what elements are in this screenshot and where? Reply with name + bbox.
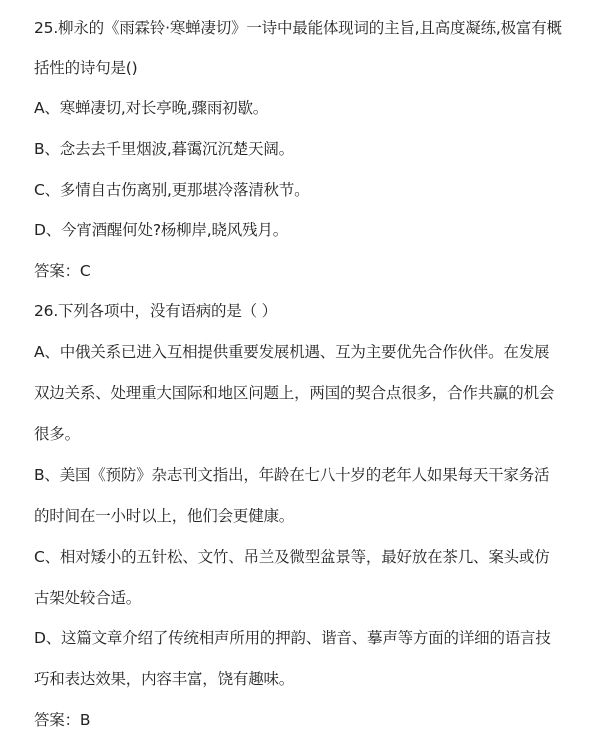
question-25-option-d: D、今宵酒醒何处?杨柳岸,晓风残月。 xyxy=(34,221,288,239)
question-26-option-c-line-2: 古架处较合适。 xyxy=(34,589,142,607)
question-25-option-a: A、寒蝉凄切,对长亭晚,骤雨初歇。 xyxy=(34,99,269,117)
question-25-option-c: C、多情自古伤离别,更那堪冷落清秋节。 xyxy=(34,181,310,199)
question-26-option-b-line-2: 的时间在一小时以上，他们会更健康。 xyxy=(34,507,295,525)
question-26-answer: 答案：B xyxy=(34,711,91,729)
question-26-option-d-line-1: D、这篇文章介绍了传统相声所用的押韵、谐音、摹声等方面的详细的语言技 xyxy=(34,629,551,647)
question-25-option-b: B、念去去千里烟波,暮霭沉沉楚天阔。 xyxy=(34,140,294,158)
question-26-option-a-line-2: 双边关系、处理重大国际和地区问题上，两国的契合点很多，合作共赢的机会 xyxy=(34,384,555,402)
question-26-option-a-line-1: A、中俄关系已进入互相提供重要发展机遇、互为主要优先合作伙伴。在发展 xyxy=(34,343,550,361)
question-25-stem-line-2: 括性的诗句是() xyxy=(34,59,138,77)
question-26-stem: 26.下列各项中，没有语病的是（ ） xyxy=(34,302,277,320)
question-26-option-c-line-1: C、相对矮小的五针松、文竹、吊兰及微型盆景等，最好放在茶几、案头或仿 xyxy=(34,548,550,566)
question-25-answer: 答案：C xyxy=(34,262,91,280)
question-25-stem-line-1: 25.柳永的《雨霖铃·寒蝉凄切》一诗中最能体现词的主旨,且高度凝练,极富有概 xyxy=(34,19,562,37)
question-26-option-d-line-2: 巧和表达效果，内容丰富，饶有趣味。 xyxy=(34,670,295,688)
question-26-option-a-line-3: 很多。 xyxy=(34,425,80,443)
question-26-option-b-line-1: B、美国《预防》杂志刊文指出，年龄在七八十岁的老年人如果每天干家务活 xyxy=(34,466,550,484)
